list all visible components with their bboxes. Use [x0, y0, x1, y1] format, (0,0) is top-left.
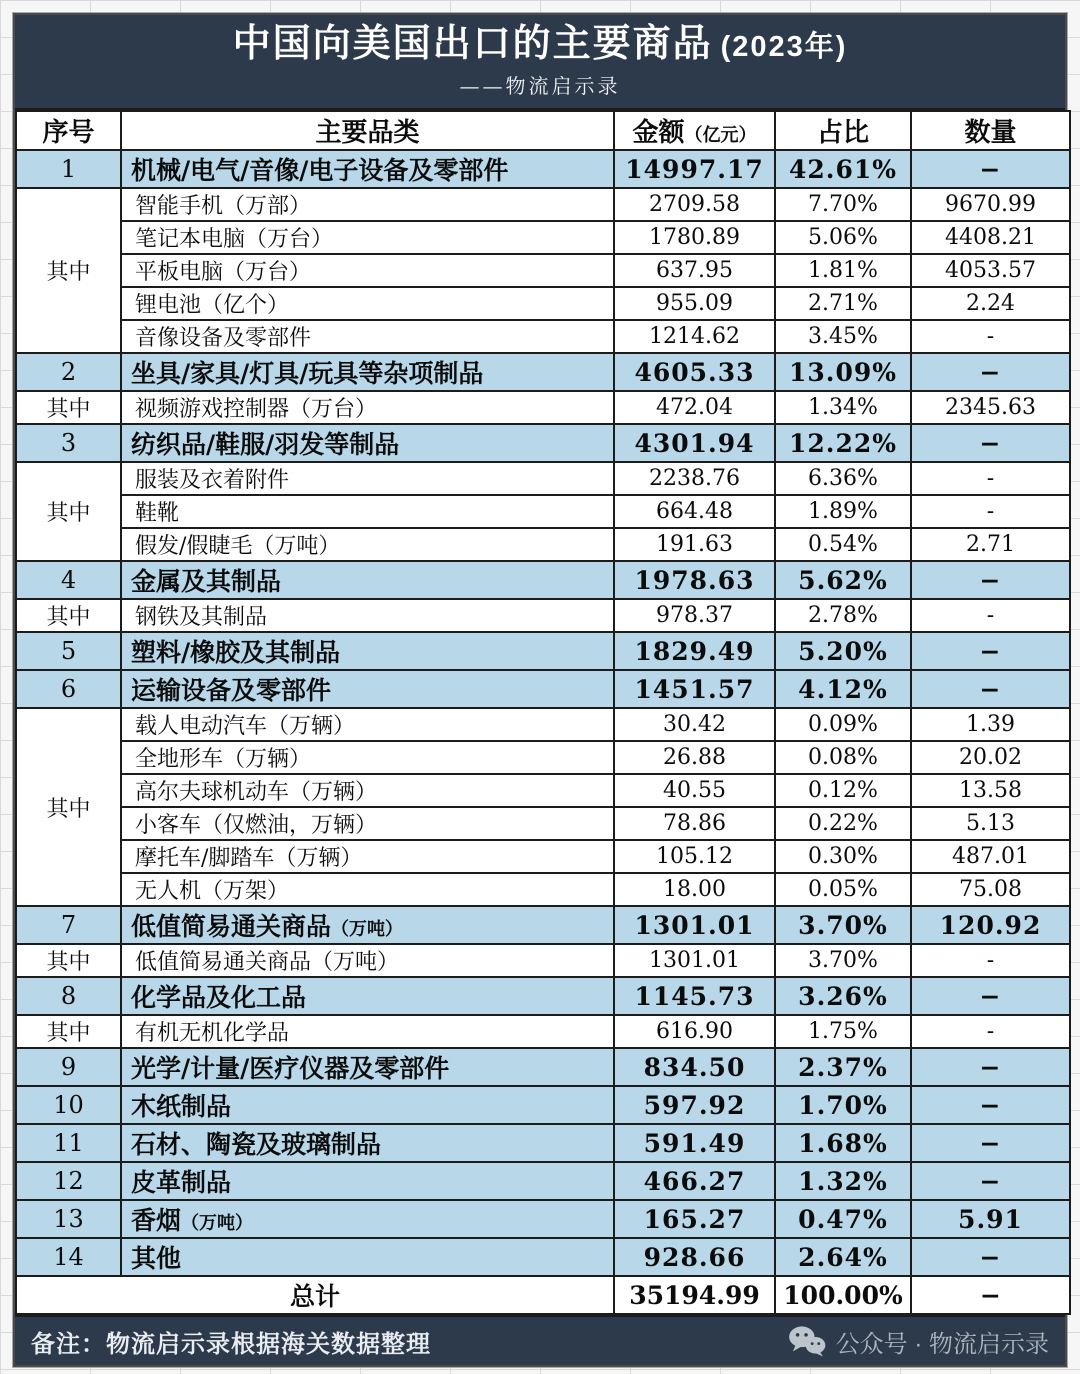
export-data-table	[15, 110, 1071, 1315]
item-name: 摩托车/脚踏车（万辆）	[135, 846, 363, 871]
footer-note: 备注：物流启示录根据海关数据整理	[31, 1328, 431, 1358]
item-name-cell	[121, 320, 614, 353]
category-name-cell	[121, 632, 614, 670]
quantity-cell: −	[911, 150, 1070, 188]
item-name-cell	[121, 708, 614, 741]
quantity-cell: 5.13	[911, 807, 1070, 840]
item-name-cell	[121, 840, 614, 873]
share-cell: 2.71%	[775, 287, 911, 320]
category-name: 石材、陶瓷及玻璃制品	[131, 1130, 382, 1159]
export-table-card	[13, 13, 1067, 1367]
item-name-cell	[121, 462, 614, 495]
total-label-cell: 总计	[16, 1276, 614, 1314]
share-cell: 3.70%	[775, 944, 911, 977]
total-row	[16, 1276, 1070, 1314]
category-row	[16, 561, 1070, 599]
detail-row	[16, 774, 1070, 807]
page-subtitle: ——物流启示录	[459, 73, 621, 98]
share-cell: 1.68%	[775, 1124, 911, 1162]
item-name-cell	[121, 391, 614, 424]
amount-unit-label: （亿元）	[684, 125, 757, 145]
detail-row	[16, 221, 1070, 254]
amount-cell: 1978.63	[614, 561, 775, 599]
share-cell: 1.70%	[775, 1086, 911, 1124]
category-name: 化学品及化工品	[131, 983, 307, 1012]
share-cell: 1.81%	[775, 254, 911, 287]
row-number-cell: 11	[16, 1124, 121, 1162]
category-name: 其他	[131, 1244, 182, 1273]
item-name: 小客车（仅燃油，万辆）	[135, 813, 378, 838]
share-cell: 0.09%	[775, 708, 911, 741]
title-bar	[15, 15, 1065, 110]
share-cell: 5.06%	[775, 221, 911, 254]
item-name: 有机无机化学品	[135, 1021, 290, 1046]
quantity-cell: -	[911, 462, 1070, 495]
amount-cell: 616.90	[614, 1015, 775, 1048]
detail-row	[16, 320, 1070, 353]
category-row	[16, 906, 1070, 944]
group-label-cell: 其中	[16, 391, 121, 424]
amount-cell: 978.37	[614, 599, 775, 632]
category-name-cell	[121, 1162, 614, 1200]
share-cell: 12.22%	[775, 424, 911, 462]
item-name-cell	[121, 495, 614, 528]
quantity-cell: 2.71	[911, 528, 1070, 561]
amount-cell: 472.04	[614, 391, 775, 424]
category-name-cell	[121, 977, 614, 1015]
total-share-cell: 100.00%	[775, 1276, 911, 1314]
amount-cell: 1301.01	[614, 944, 775, 977]
page-title	[233, 24, 848, 66]
title-main: 中国向美国出口的主要商品	[232, 23, 713, 66]
quantity-cell: 9670.99	[911, 188, 1070, 221]
quantity-cell: −	[911, 353, 1070, 391]
category-row	[16, 1124, 1070, 1162]
column-header-quantity: 数量	[911, 111, 1070, 150]
quantity-cell: 5.91	[911, 1200, 1070, 1238]
share-cell: 5.20%	[775, 632, 911, 670]
amount-cell: 664.48	[614, 495, 775, 528]
wechat-icon	[788, 1325, 826, 1357]
detail-row	[16, 840, 1070, 873]
share-cell: 3.26%	[775, 977, 911, 1015]
share-cell: 13.09%	[775, 353, 911, 391]
group-label-cell: 其中	[16, 708, 121, 906]
item-name: 全地形车（万辆）	[135, 747, 312, 772]
share-cell: 5.62%	[775, 561, 911, 599]
detail-row	[16, 528, 1070, 561]
amount-cell: 191.63	[614, 528, 775, 561]
item-name-cell	[121, 741, 614, 774]
category-row	[16, 1162, 1070, 1200]
detail-row	[16, 708, 1070, 741]
amount-cell: 1145.73	[614, 977, 775, 1015]
amount-cell: 4301.94	[614, 424, 775, 462]
category-name-cell	[121, 353, 614, 391]
category-row	[16, 424, 1070, 462]
item-name-cell	[121, 287, 614, 320]
share-cell: 2.37%	[775, 1048, 911, 1086]
amount-cell: 928.66	[614, 1238, 775, 1276]
quantity-cell: −	[911, 424, 1070, 462]
row-number-cell: 5	[16, 632, 121, 670]
quantity-cell: 4408.21	[911, 221, 1070, 254]
quantity-cell: 2.24	[911, 287, 1070, 320]
category-name: 皮革制品	[131, 1168, 232, 1197]
row-number-cell: 7	[16, 906, 121, 944]
column-header-share: 占比	[775, 111, 911, 150]
detail-row	[16, 391, 1070, 424]
amount-cell: 834.50	[614, 1048, 775, 1086]
quantity-cell: −	[911, 632, 1070, 670]
quantity-cell: -	[911, 1015, 1070, 1048]
item-name: 高尔夫球机动车（万辆）	[135, 780, 378, 805]
item-name-cell	[121, 599, 614, 632]
share-cell: 1.89%	[775, 495, 911, 528]
category-name-cell	[121, 561, 614, 599]
category-name: 金属及其制品	[131, 567, 282, 596]
category-row	[16, 977, 1070, 1015]
quantity-cell: −	[911, 1124, 1070, 1162]
share-cell: 1.32%	[775, 1162, 911, 1200]
item-name: 平板电脑（万台）	[135, 260, 312, 285]
amount-cell: 30.42	[614, 708, 775, 741]
category-name: 塑料/橡胶及其制品	[131, 638, 341, 667]
group-label-cell: 其中	[16, 1015, 121, 1048]
item-name-cell	[121, 807, 614, 840]
category-row	[16, 150, 1070, 188]
quantity-cell: −	[911, 1086, 1070, 1124]
row-number-cell: 13	[16, 1200, 121, 1238]
category-row	[16, 632, 1070, 670]
share-cell: 0.12%	[775, 774, 911, 807]
item-name: 鞋靴	[135, 501, 180, 526]
quantity-cell: -	[911, 495, 1070, 528]
category-row	[16, 1200, 1070, 1238]
quantity-cell: −	[911, 670, 1070, 708]
amount-cell: 1829.49	[614, 632, 775, 670]
share-cell: 0.54%	[775, 528, 911, 561]
category-name-cell	[121, 1086, 614, 1124]
item-name-cell	[121, 774, 614, 807]
total-quantity-cell: −	[911, 1276, 1070, 1314]
quantity-cell: 20.02	[911, 741, 1070, 774]
row-number-cell: 4	[16, 561, 121, 599]
category-name-cell	[121, 150, 614, 188]
share-cell: 4.12%	[775, 670, 911, 708]
category-row	[16, 1048, 1070, 1086]
item-name: 载人电动汽车（万辆）	[135, 714, 356, 739]
amount-cell: 1301.01	[614, 906, 775, 944]
share-cell: 0.30%	[775, 840, 911, 873]
category-name: 坐具/家具/灯具/玩具等杂项制品	[131, 359, 484, 388]
wechat-account	[788, 1324, 1049, 1359]
category-name-cell	[121, 670, 614, 708]
share-cell: 0.47%	[775, 1200, 911, 1238]
category-row	[16, 670, 1070, 708]
category-name-cell	[121, 1238, 614, 1276]
row-number-cell: 12	[16, 1162, 121, 1200]
category-name: 木纸制品	[131, 1092, 232, 1121]
table-header	[16, 111, 1070, 150]
detail-row	[16, 287, 1070, 320]
row-number-cell: 14	[16, 1238, 121, 1276]
share-cell: 0.22%	[775, 807, 911, 840]
detail-row	[16, 188, 1070, 221]
category-name: 运输设备及零部件	[131, 676, 332, 705]
header-row	[16, 111, 1070, 150]
category-name: 机械/电气/音像/电子设备及零部件	[131, 156, 509, 185]
column-header-no: 序号	[16, 111, 121, 150]
group-label-cell: 其中	[16, 599, 121, 632]
detail-row	[16, 873, 1070, 906]
item-name-cell	[121, 873, 614, 906]
quantity-cell: -	[911, 599, 1070, 632]
quantity-cell: 120.92	[911, 906, 1070, 944]
table-body	[16, 150, 1070, 1314]
share-cell: 1.75%	[775, 1015, 911, 1048]
amount-cell: 2709.58	[614, 188, 775, 221]
quantity-cell: 1.39	[911, 708, 1070, 741]
category-name: 光学/计量/医疗仪器及零部件	[131, 1054, 450, 1083]
column-header-category: 主要品类	[121, 111, 614, 150]
row-number-cell: 10	[16, 1086, 121, 1124]
category-name: 低值简易通关商品	[131, 912, 332, 941]
item-name: 假发/假睫毛（万吨）	[135, 534, 341, 559]
item-name-cell	[121, 221, 614, 254]
category-name: 纺织品/鞋服/羽发等制品	[131, 430, 400, 459]
item-name: 视频游戏控制器（万台）	[135, 397, 378, 422]
quantity-cell: −	[911, 977, 1070, 1015]
share-cell: 0.08%	[775, 741, 911, 774]
amount-cell: 40.55	[614, 774, 775, 807]
item-name-cell	[121, 254, 614, 287]
row-number-cell: 2	[16, 353, 121, 391]
category-row	[16, 353, 1070, 391]
amount-cell: 105.12	[614, 840, 775, 873]
item-name: 音像设备及零部件	[135, 326, 312, 351]
item-name-cell	[121, 188, 614, 221]
amount-cell: 1780.89	[614, 221, 775, 254]
amount-cell: 4605.33	[614, 353, 775, 391]
detail-row	[16, 741, 1070, 774]
quantity-cell: 487.01	[911, 840, 1070, 873]
row-number-cell: 8	[16, 977, 121, 1015]
detail-row	[16, 944, 1070, 977]
amount-cell: 14997.17	[614, 150, 775, 188]
amount-cell: 637.95	[614, 254, 775, 287]
detail-row	[16, 254, 1070, 287]
share-cell: 7.70%	[775, 188, 911, 221]
quantity-cell: 4053.57	[911, 254, 1070, 287]
amount-cell: 78.86	[614, 807, 775, 840]
quantity-cell: −	[911, 1162, 1070, 1200]
quantity-cell: -	[911, 944, 1070, 977]
share-cell: 42.61%	[775, 150, 911, 188]
amount-cell: 591.49	[614, 1124, 775, 1162]
item-name: 锂电池（亿个）	[135, 293, 290, 318]
item-name-cell	[121, 944, 614, 977]
item-name: 服装及衣着附件	[135, 468, 290, 493]
total-amount-cell: 35194.99	[614, 1276, 775, 1314]
title-year: (2023年)	[720, 31, 848, 64]
share-cell: 2.64%	[775, 1238, 911, 1276]
category-name-cell	[121, 1048, 614, 1086]
category-name-cell	[121, 1200, 614, 1238]
category-name-cell	[121, 424, 614, 462]
group-label-cell: 其中	[16, 462, 121, 561]
detail-row	[16, 1015, 1070, 1048]
amount-cell: 2238.76	[614, 462, 775, 495]
detail-row	[16, 599, 1070, 632]
detail-row	[16, 462, 1070, 495]
share-cell: 6.36%	[775, 462, 911, 495]
row-number-cell: 9	[16, 1048, 121, 1086]
item-name: 低值简易通关商品（万吨）	[135, 950, 400, 975]
share-cell: 1.34%	[775, 391, 911, 424]
quantity-cell: -	[911, 320, 1070, 353]
row-number-cell: 1	[16, 150, 121, 188]
category-unit: （万吨）	[181, 1213, 254, 1234]
item-name: 无人机（万架）	[135, 879, 290, 904]
item-name-cell	[121, 528, 614, 561]
item-name: 笔记本电脑（万台）	[135, 227, 334, 252]
column-header-amount: 金额（亿元）	[614, 111, 775, 150]
item-name: 钢铁及其制品	[135, 605, 268, 630]
category-name-cell	[121, 1124, 614, 1162]
row-number-cell: 3	[16, 424, 121, 462]
wechat-account-label: 公众号 · 物流启示录	[835, 1330, 1049, 1358]
amount-cell: 26.88	[614, 741, 775, 774]
quantity-cell: 2345.63	[911, 391, 1070, 424]
amount-cell: 1451.57	[614, 670, 775, 708]
quantity-cell: 13.58	[911, 774, 1070, 807]
amount-cell: 955.09	[614, 287, 775, 320]
quantity-cell: −	[911, 1048, 1070, 1086]
amount-cell: 1214.62	[614, 320, 775, 353]
share-cell: 0.05%	[775, 873, 911, 906]
footer-bar	[15, 1315, 1065, 1365]
detail-row	[16, 807, 1070, 840]
item-name: 智能手机（万部）	[135, 194, 312, 219]
category-name: 香烟	[131, 1206, 182, 1235]
amount-cell: 165.27	[614, 1200, 775, 1238]
item-name-cell	[121, 1015, 614, 1048]
share-cell: 3.70%	[775, 906, 911, 944]
row-number-cell: 6	[16, 670, 121, 708]
share-cell: 2.78%	[775, 599, 911, 632]
amount-cell: 597.92	[614, 1086, 775, 1124]
quantity-cell: −	[911, 1238, 1070, 1276]
quantity-cell: −	[911, 561, 1070, 599]
category-row	[16, 1238, 1070, 1276]
amount-cell: 18.00	[614, 873, 775, 906]
category-name-cell	[121, 906, 614, 944]
share-cell: 3.45%	[775, 320, 911, 353]
category-unit: （万吨）	[331, 919, 404, 940]
quantity-cell: 75.08	[911, 873, 1070, 906]
amount-cell: 466.27	[614, 1162, 775, 1200]
detail-row	[16, 495, 1070, 528]
group-label-cell: 其中	[16, 188, 121, 353]
category-row	[16, 1086, 1070, 1124]
group-label-cell: 其中	[16, 944, 121, 977]
